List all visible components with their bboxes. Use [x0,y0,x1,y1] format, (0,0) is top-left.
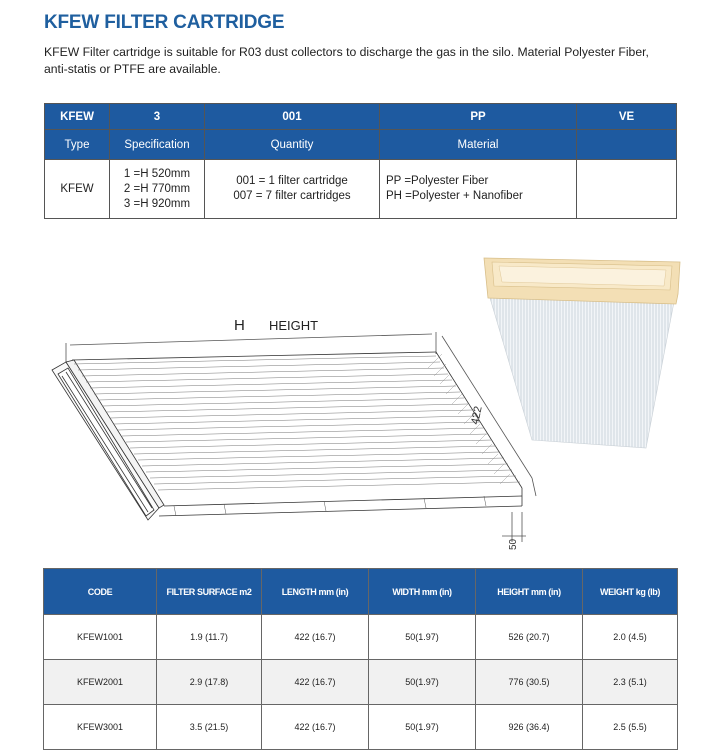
description-text: KFEW Filter cartridge is suitable for R03 dust collectors to discharge the gas in the silo. Material Polyester Fiber, anti-statis or PTFE are available. [44,45,649,76]
weight-cell: 2.3 (5.1) [583,660,678,705]
material-line: PH =Polyester + Nanofiber [386,190,523,202]
width-cell: 50(1.97) [369,705,476,750]
dimensions-header-row [44,569,678,615]
col-header-filter-surface: FILTER SURFACE m2 [157,569,262,615]
quantity-line: 001 = 1 filter cartridge [236,175,348,187]
table-row [44,660,678,705]
spec-subheader-cell: Material [380,130,577,160]
code-cell: KFEW2001 [44,660,157,705]
weight-cell: 2.5 (5.5) [583,705,678,750]
height-cell: 776 (30.5) [476,660,583,705]
h-label: H [234,317,245,334]
page-title: KFEW FILTER CARTRIDGE [44,12,285,33]
technical-drawing [44,250,684,560]
spec-line: 2 =H 770mm [123,182,191,195]
spec-material-cell [380,160,577,219]
width-cell: 50(1.97) [369,615,476,660]
spec-subheader-row [45,130,677,160]
spec-header-cell: PP [380,104,577,130]
spec-header-cell: VE [577,104,677,130]
table-row [44,705,678,750]
spec-line: 3 =H 920mm [123,197,191,210]
length-cell: 422 (16.7) [262,615,369,660]
spec-type-cell: KFEW [45,160,110,219]
col-header-width: WIDTH mm (in) [369,569,476,615]
spec-data-row [45,160,677,219]
spec-ve-cell [577,160,677,219]
length-cell: 422 (16.7) [262,705,369,750]
spec-header-row [45,104,677,130]
spec-subheader-cell [577,130,677,160]
filter-surface-cell: 2.9 (17.8) [157,660,262,705]
length-cell: 422 (16.7) [262,660,369,705]
spec-subheader-cell: Quantity [205,130,380,160]
spec-subheader-cell: Type [45,130,110,160]
spec-header-cell: 001 [205,104,380,130]
filter-surface-cell: 3.5 (21.5) [157,705,262,750]
spec-table [44,103,677,219]
height-cell: 526 (20.7) [476,615,583,660]
weight-cell: 2.0 (4.5) [583,615,678,660]
spec-header-cell: KFEW [45,104,110,130]
height-label: HEIGHT [269,318,319,333]
width-cell: 50(1.97) [369,660,476,705]
quantity-line: 007 = 7 filter cartridges [233,190,351,202]
code-cell: KFEW3001 [44,705,157,750]
cartridge-line-drawing [52,332,536,542]
spec-subheader-cell: Specification [110,130,205,160]
dim-422-label: 422 [469,405,485,426]
cartridge-photo [484,258,680,448]
spec-quantity-cell [205,160,380,219]
material-line: PP =Polyester Fiber [386,175,489,187]
code-cell: KFEW1001 [44,615,157,660]
spec-header-cell: 3 [110,104,205,130]
spec-line: 1 =H 520mm [123,167,191,180]
col-header-code: CODE [44,569,157,615]
col-header-height: HEIGHT mm (in) [476,569,583,615]
height-cell: 926 (36.4) [476,705,583,750]
col-header-weight: WEIGHT kg (lb) [583,569,678,615]
col-header-length: LENGTH mm (in) [262,569,369,615]
cartridge-illustration [44,250,684,560]
dimensions-table [43,568,678,750]
table-row [44,615,678,660]
dim-50-label: 50 [508,538,519,550]
filter-surface-cell: 1.9 (11.7) [157,615,262,660]
spec-specification-cell [110,160,205,219]
